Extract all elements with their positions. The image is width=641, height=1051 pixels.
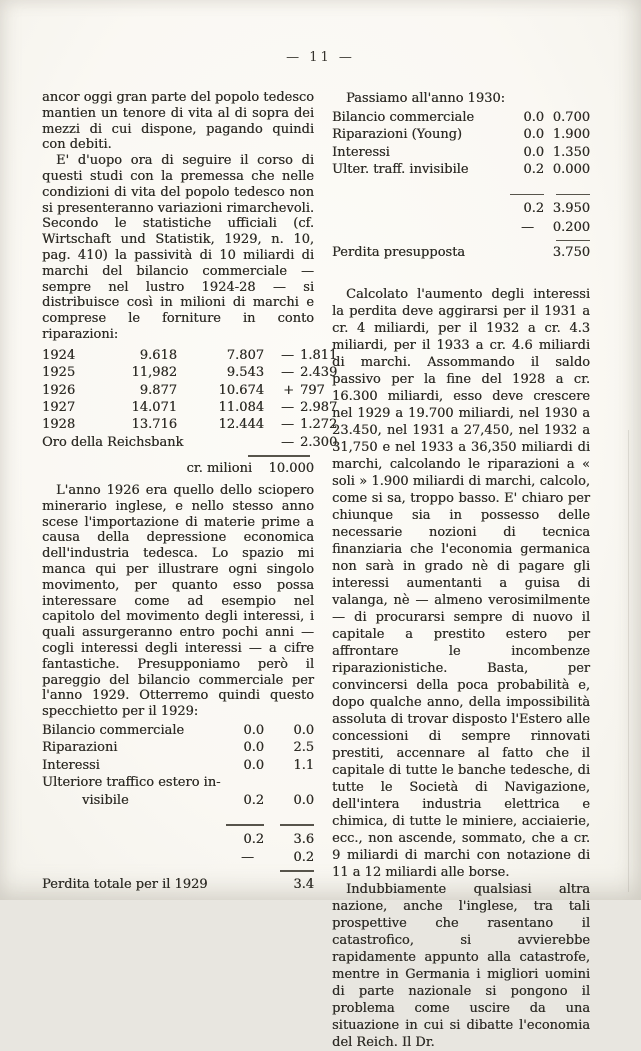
value-cell: 12.444	[218, 417, 264, 433]
sign-cell: —	[281, 365, 294, 381]
value-cell: 0.2	[243, 792, 264, 808]
sum-rules	[332, 194, 590, 196]
total-rule	[280, 870, 314, 872]
table-row	[42, 399, 338, 416]
page-number: — 11 —	[286, 50, 355, 65]
item-label: Bilancio commerciale	[42, 723, 185, 739]
subtotal-row	[332, 200, 590, 217]
value-cell: 0.0	[243, 757, 264, 773]
table-row	[42, 347, 338, 364]
total-label: Perdita totale per il 1929	[42, 876, 208, 892]
subtotal-value: 3.950	[552, 201, 590, 217]
sign-cell: —	[281, 417, 294, 433]
table-row-gold	[42, 434, 338, 451]
deduction-value: 0.2	[293, 849, 314, 865]
trade-balance-table	[42, 347, 338, 477]
value-cell: 0.0	[243, 740, 264, 756]
sign-cell: +	[283, 382, 294, 398]
table-row	[42, 364, 338, 381]
total-value: 10.000	[268, 460, 314, 476]
table-1930	[332, 109, 590, 262]
item-label: Riparazioni (Young)	[332, 127, 462, 143]
value-cell: 7.807	[226, 347, 264, 363]
table-1929	[42, 722, 314, 893]
total-value: 3.4	[293, 876, 314, 892]
year-cell: 1926	[42, 382, 76, 398]
item-label: Interessi	[42, 757, 100, 773]
table-row	[42, 792, 314, 809]
table-row	[332, 144, 590, 161]
paragraph-continuation: ancor oggi gran parte del popolo tedesco mantien un tenore di vita al di sopra dei mezzi di cui dispone, pagando quindi con debiti.	[42, 90, 314, 153]
year-cell: 1925	[42, 365, 76, 381]
gold-label: Oro della Reichsbank	[42, 434, 184, 450]
balance-cell: 797	[300, 382, 325, 398]
sum-rule	[248, 455, 310, 457]
table-row	[332, 161, 590, 178]
sign-cell: —	[281, 434, 294, 450]
balance-cell: 2.439	[300, 365, 338, 381]
value-cell: 9.543	[226, 365, 264, 381]
value-cell: 0.700	[552, 110, 590, 125]
paragraph-intro-1930: Passiamo all'anno 1930:	[346, 91, 506, 106]
value-cell: 0.0	[523, 110, 544, 125]
value-cell: 0.2	[523, 162, 544, 178]
value-cell: 0.0	[293, 723, 314, 739]
value-cell: 9.618	[139, 347, 177, 363]
value-cell: 0.0	[243, 723, 264, 739]
sign-cell: —	[281, 399, 294, 415]
value-cell: 2.5	[293, 740, 314, 756]
value-cell: 1.1	[293, 757, 314, 773]
value-cell: 13.716	[131, 417, 177, 433]
left-column	[42, 90, 338, 893]
balance-cell: 1.811	[300, 347, 338, 363]
sign-cell: —	[281, 347, 294, 363]
grand-total-row	[332, 244, 590, 261]
item-label: Riparazioni	[42, 740, 118, 756]
item-label: Interessi	[332, 144, 390, 160]
value-cell: 0.0	[293, 792, 314, 808]
value-cell: 11.084	[218, 399, 264, 415]
value-cell: 0.0	[523, 127, 544, 143]
sum-rules	[42, 824, 314, 826]
total-label: cr. milioni	[186, 460, 252, 476]
subtotal-value: 3.6	[293, 831, 314, 847]
paragraph-1926: L'anno 1926 era quello dello sciopero minerario inglese, e nello stesso anno scese l'importazione di materie prime a causa della depressione economica dell'industria tedesca. Lo spazio mi manca qui per illustrare ogni singolo movimento, per quanto esso possa interessare come ad esempio nel capitolo del movimento degli interessi, i quali assurgeranno entro pochi anni — cogli interessi degli interessi — a cifre fantastiche. Presupponiamo però il pareggio del bilancio commerciale per l'anno 1929. Otterremo quindi questo specchietto per il 1929:	[42, 483, 314, 720]
balance-cell: 2.987	[300, 399, 338, 415]
grand-total-row	[42, 876, 314, 893]
deduction-row	[332, 219, 590, 236]
value-cell: 10.674	[218, 382, 264, 398]
deduction-row	[42, 849, 314, 866]
sum-rule	[510, 194, 544, 196]
item-label: Bilancio commerciale	[332, 110, 475, 125]
table-row	[42, 382, 325, 399]
paragraph-interest-calc: Calcolato l'aumento degli interessi la perdita deve aggirarsi per il 1931 a cr. 4 miliardi, per il 1932 a cr. 4.3 miliardi, per il 1933 a cr. 4.6 miliardi di marchi. Assommando il saldo passivo per la fine del 1928 a cr. 16.300 miliardi, esso deve crescere nel 1929 a 19.700 miliardi, nel 1930 a 23.450, nel 1931 a 27,450, nel 1932 a 31,750 e nel 1933 a 36,350 miliardi di marchi, calcolando le riparazioni a « soli » 1.900 miliardi di marchi, calcolo, come si sa, troppo basso. E' chiaro per chiunque sia in possesso delle necessarie nozioni di tecnica finanziaria che l'economia germanica non sarà in grado nè di pagare gli interessi aumentanti a guisa di valanga, nè — almeno verosimilmente — di procurarsi sempre di nuovo il capitale a prestito estero per affrontare le incombenze riparazionistiche. Basta, per convincersi della poca probabilità e, dopo qualche anno, della impossibilità assoluta di trovar disposto l'Estero alle concessioni di sempre rinnovati prestiti, accennare al fatto che il capitale di tutte le banche tedesche, di tutte le Società di Navigazione, dell'intera industria elettrica e chimica, di tutte le miniere, acciaierie, ecc., non ascende, sommato, che a cr. 9 miliardi di marchi con notazione di 11 a 12 miliardi alle borse.	[332, 286, 590, 880]
value-cell: 1.350	[552, 144, 590, 160]
balance-cell: 1.272	[300, 417, 338, 433]
value-cell: 0.0	[523, 144, 544, 160]
item-label: Ulteriore traffico estero in-	[42, 775, 221, 791]
right-column	[332, 90, 590, 1051]
table-row	[332, 109, 590, 126]
table-row	[42, 416, 338, 433]
year-cell: 1927	[42, 399, 76, 415]
subtotal-row	[42, 831, 314, 848]
value-cell: 1.900	[552, 127, 590, 143]
balance-cell: 2.300	[300, 434, 338, 450]
year-cell: 1928	[42, 417, 76, 433]
table-total-row	[42, 460, 314, 477]
table-row	[332, 126, 590, 143]
value-cell: 9.877	[139, 382, 177, 398]
value-cell: 0.000	[552, 162, 590, 178]
total-label: Perdita presupposta	[332, 245, 466, 261]
sum-rule	[280, 824, 314, 826]
value-cell: 14.071	[131, 399, 177, 415]
item-label: Ulter. traff. invisibile	[332, 162, 469, 178]
table-row	[42, 739, 314, 756]
table-row	[42, 722, 314, 739]
paragraph-statistics: E' d'uopo ora di seguire il corso di questi studi con la premessa che nelle condizioni di vita del popolo tedesco non si presenteranno variazioni rimarchevoli. Secondo le statistiche ufficiali (cf. Wirtschaft und Statistik, 1929, n. 10, pag. 410) la passività di 10 miliardi di marchi del bilancio commerciale — sempre nel lustro 1924-28 — si distribuisce così in milioni di marchi e comprese le forniture in conto riparazioni:	[42, 153, 314, 342]
sum-rule	[226, 824, 264, 826]
total-rule	[556, 240, 590, 242]
total-value: 3.750	[552, 245, 590, 261]
table-row	[42, 757, 314, 774]
paragraph-conclusion: Indubbiamente qualsiasi altra nazione, anche l'inglese, tra tali prospettive che rasentano il catastrofico, si avvierebbe rapidamente appunto alla catastrofe, mentre in Germania i migliori uomini di parte nazionale si pongono il problema come uscire da una situazione in cui si dibatte l'economia del Reich. Il Dr.	[332, 881, 590, 1050]
value-cell: 11,982	[131, 365, 177, 381]
sum-rule	[556, 194, 590, 196]
minus-sign: —	[241, 849, 254, 865]
year-cell: 1924	[42, 347, 76, 363]
table-row-wrapped-label	[42, 774, 314, 791]
minus-sign: —	[521, 219, 534, 235]
deduction-value: 0.200	[552, 219, 590, 235]
item-label-continued: visibile	[82, 792, 129, 808]
subtotal-value: 0.2	[523, 201, 544, 217]
subtotal-value: 0.2	[243, 831, 264, 847]
